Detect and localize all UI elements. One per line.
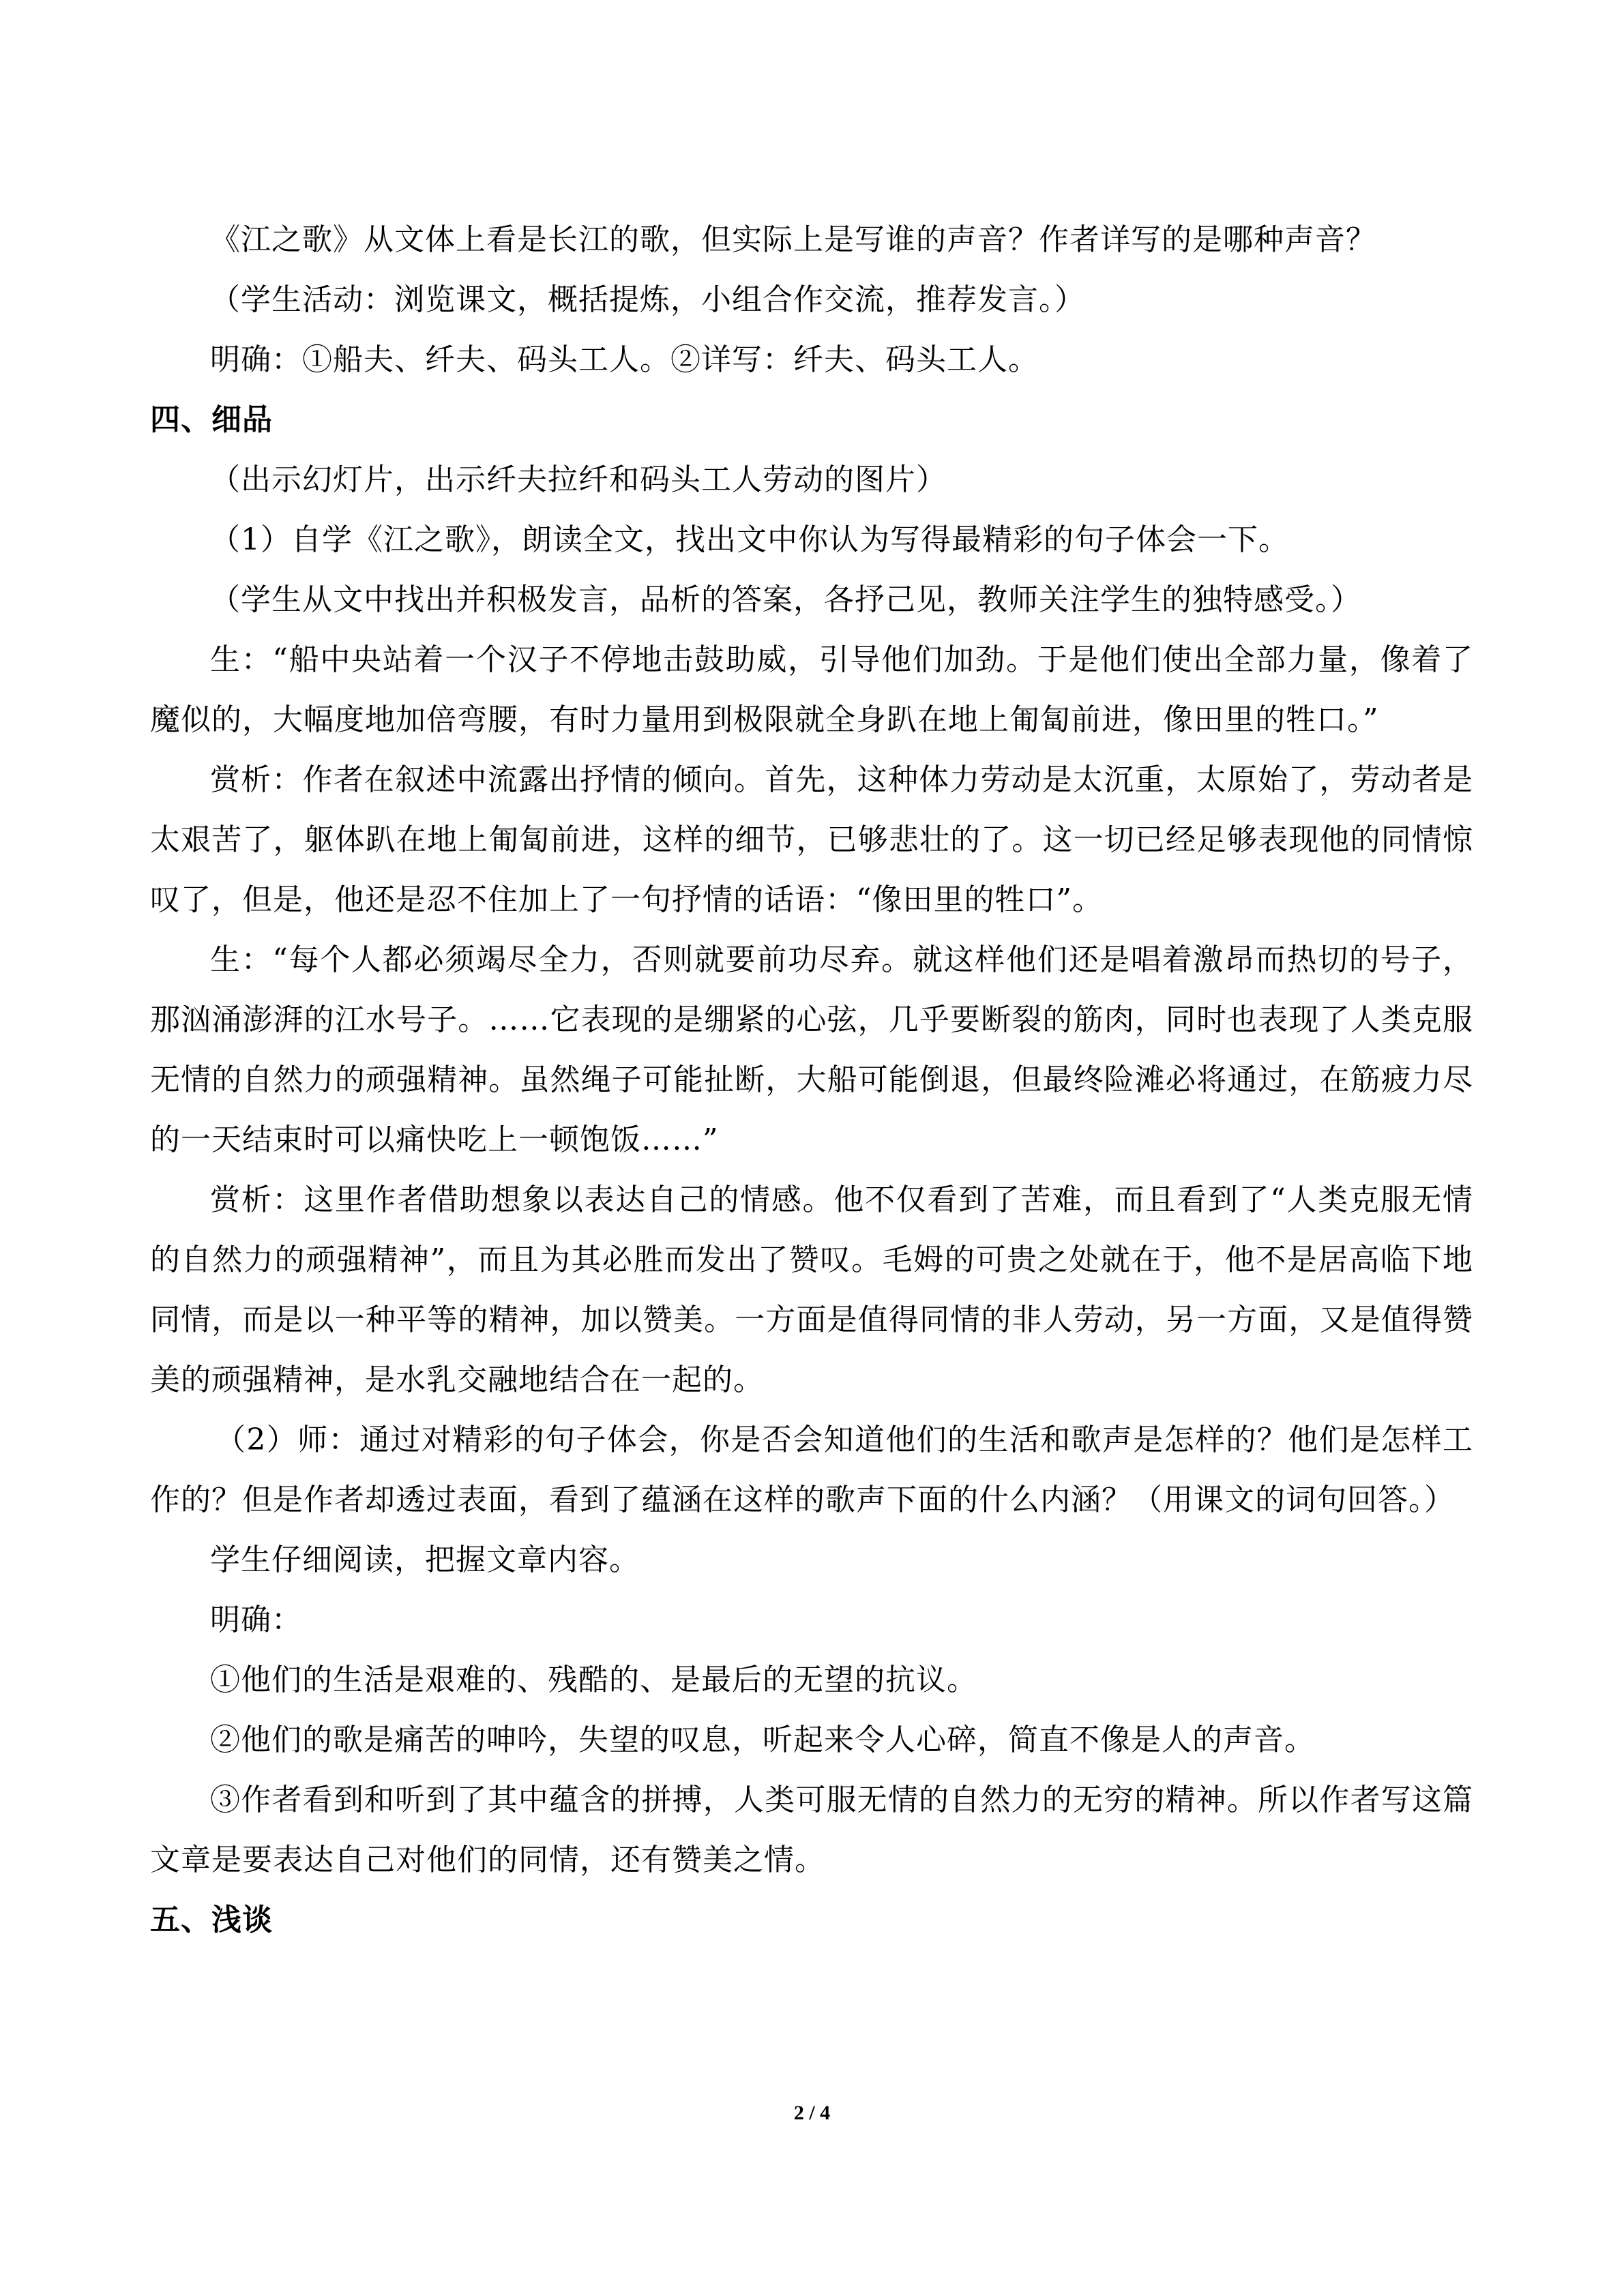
paragraph: （学生从文中找出并积极发言，品析的答案，各抒己见，教师关注学生的独特感受。） bbox=[210, 582, 1361, 617]
section-heading: 四、细品 bbox=[150, 402, 273, 437]
paragraph: ①他们的生活是艰难的、残酷的、是最后的无望的抗议。 bbox=[210, 1663, 977, 1697]
paragraph: 生：“船中央站着一个汉子不停地击鼓助威，引导他们加劲。于是他们使出全部力量，像着了魔似的，大幅度地加倍弯腰，有时力量用到极限就全身趴在地上匍匐前进，像田里的牲口。” bbox=[150, 642, 1473, 737]
paragraph: 赏析：作者在叙述中流露出抒情的倾向。首先，这种体力劳动是太沉重，太原始了，劳动者是太艰苦了，躯体趴在地上匍匐前进，这样的细节，已够悲壮的了。这一切已经足够表现他的同情惊叹了，但是，他还是忍不住加上了一句抒情的话语：“像田里的牲口”。 bbox=[150, 762, 1473, 917]
document-body bbox=[150, 210, 1473, 1950]
paragraph: 学生仔细阅读，把握文章内容。 bbox=[210, 1542, 640, 1577]
paragraph: 明确：①船夫、纤夫、码头工人。②详写：纤夫、码头工人。 bbox=[210, 342, 1039, 377]
paragraph: （出示幻灯片，出示纤夫拉纤和码头工人劳动的图片） bbox=[210, 462, 947, 497]
paragraph: （学生活动：浏览课文，概括提炼，小组合作交流，推荐发言。） bbox=[210, 282, 1085, 317]
paragraph: （1）自学《江之歌》，朗读全文，找出文中你认为写得最精彩的句子体会一下。 bbox=[210, 522, 1289, 557]
section-heading: 五、浅谈 bbox=[150, 1903, 273, 1937]
paragraph: 明确： bbox=[210, 1602, 302, 1637]
page-number: 2 / 4 bbox=[793, 2102, 831, 2124]
paragraph: ③作者看到和听到了其中蕴含的拼搏，人类可服无情的自然力的无穷的精神。所以作者写这篇文章是要表达自己对他们的同情，还有赞美之情。 bbox=[150, 1783, 1473, 1877]
paragraph: 赏析：这里作者借助想象以表达自己的情感。他不仅看到了苦难，而且看到了“人类克服无情的自然力的顽强精神”，而且为其必胜而发出了赞叹。毛姆的可贵之处就在于，他不是居高临下地同情，而是以一种平等的精神，加以赞美。一方面是值得同情的非人劳动，另一方面，又是值得赞美的顽强精神，是水乳交融地结合在一起的。 bbox=[150, 1182, 1473, 1397]
paragraph: ②他们的歌是痛苦的呻吟，失望的叹息，听起来令人心碎，简直不像是人的声音。 bbox=[210, 1723, 1315, 1757]
paragraph: 生：“每个人都必须竭尽全力，否则就要前功尽弃。就这样他们还是唱着激昂而热切的号子，那汹涌澎湃的江水号子。……它表现的是绷紧的心弦，几乎要断裂的筋肉，同时也表现了人类克服无情的自然力的顽强精神。虽然绳子可能扯断，大船可能倒退，但最终险滩必将通过，在筋疲力尽的一天结束时可以痛快吃上一顿饱饭……” bbox=[150, 942, 1473, 1157]
paragraph: （2）师：通过对精彩的句子体会，你是否会知道他们的生活和歌声是怎样的？他们是怎样工作的？但是作者却透过表面，看到了蕴涵在这样的歌声下面的什么内涵？（用课文的词句回答。） bbox=[150, 1422, 1473, 1517]
paragraph: 《江之歌》从文体上看是长江的歌，但实际上是写谁的声音？作者详写的是哪种声音？ bbox=[210, 222, 1376, 257]
